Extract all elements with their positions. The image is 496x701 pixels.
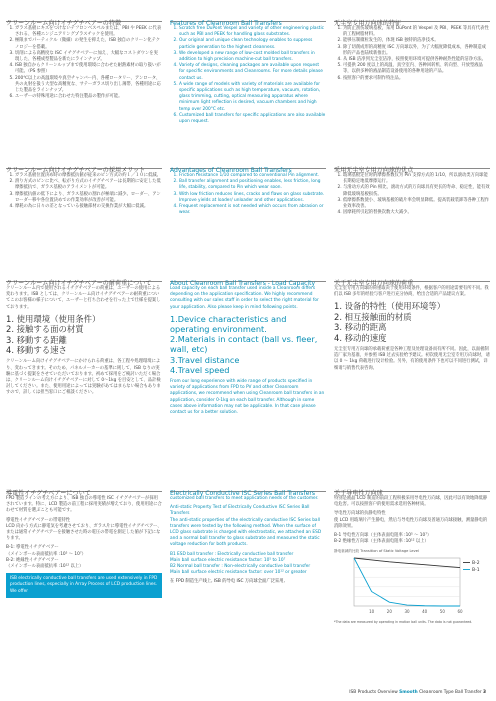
list-item: 6. 按照客户的要求可制作特注品。 <box>343 76 490 82</box>
paragraph: 特别是液晶 LCD 制造的前段工程积极采用导电性万向球，因此可以有效地降低静电危害。可以按照客户的使用需求选用各种材质。 <box>334 496 488 508</box>
list-item: B1 ESD ball transfer : Electrically conductive ball transfer <box>170 551 294 557</box>
section-header <box>6 10 162 27</box>
point-heading: 1. 设备的特性（使用环境等） <box>334 301 446 312</box>
list-item: （メインボール表面抵抗率 :10⁵ ～ 10⁷） <box>6 551 86 557</box>
section-title: 采用无尘室专用万向球的优点 <box>334 167 414 174</box>
section-title: 導電性イチグチベアーについて <box>6 490 91 497</box>
section-title: クリーンルーム向けイチグチベアーの耐荷重について <box>6 280 152 287</box>
list-item: 4. 因摩耗所引起的替换次数大大减少。 <box>343 210 490 216</box>
static-voltage-chart <box>334 549 490 624</box>
list-item: 1. ガラス基板にキズをつけないテフロンベスペルまたは、PBI や PEEK に代表される、各種エンジニアリングプラスチックを使用。 <box>15 26 162 38</box>
series-line-b-1 <box>354 558 460 606</box>
list-item: 3. With low friction reduces lines, cracks and flaws on glass substrate. Improve yields at loader/ unloader and other applications. <box>179 192 326 204</box>
list-item: Main ball surface electric resistance factor: 10⁵ to 10⁷ <box>170 557 286 563</box>
paragraph: From our long experience with wide range of products specified in variety of applications from FPD to PV and other Cleanroom applications, we recommend when using Cleanroom ball transfers in an application, consider 0-1kg on each ball transfer. Although in some cases above information may not be applicable. In that case please contact us for a better solution. <box>170 379 325 416</box>
conductive-section <box>6 480 162 694</box>
section-title: Features of Cleanroom Ball Transfers <box>170 20 282 27</box>
legend-label: B-1 <box>472 568 480 574</box>
paragraph: FPD 製造ラインの考え方により、ISB 独自の導電性 ISC イチグチベアーが採用されています。特に、LCD 製造の前工程に採用実績が増えており、使用用途に合わせて材質を選ぶことも可能です。 <box>6 496 162 514</box>
point-heading: 1.Device characteristics and operating environment. <box>170 313 287 335</box>
list-item: B-2 绝缘性万向球（主体表面电阻率 :10¹² 以上） <box>334 539 429 545</box>
paragraph: 无尘室专用万向球的荷重取决于使用环境条件，根据客户的用途需要有所不同。我们以 ISB 多年的经验与客户进行充分协商，给出合适的产品建议方案。 <box>334 286 489 298</box>
section-title: Advantages of Cleanroom Ball Transfers <box>170 167 292 174</box>
list-item: 4. Frequent replacement is not needed which occurs from abrasion or wear. <box>179 204 326 216</box>
footer-right: Cleanroom Type Ball Transfer <box>419 690 482 695</box>
list-item: 4. 从 ISB 洁净到无尘室洁净，按照使用环境可提供各种耐热性能的洁净方法。 <box>343 57 490 63</box>
point-heading: 4. 移动的速度 <box>334 332 387 343</box>
conductive-section <box>170 480 326 694</box>
section-title: 关于导电性万向球 <box>334 490 383 497</box>
section-header <box>6 270 162 287</box>
section-header <box>334 157 490 174</box>
list-item: 3. 摩擦抵抗値の低下により、ガラス基板の割れが極端に減少。ローダー、アンローダー移や各位置決めでの作業効率が改善が可能。 <box>15 192 162 204</box>
highlight-strip: ISB electrically conductive ball transfers are used extensively in FPD production lines, especially in Array Process of LCD production lines. We offer <box>6 573 162 598</box>
x-tick-label: 30 <box>404 609 410 615</box>
load-capacity-section <box>334 270 490 468</box>
conductive-section <box>334 480 490 694</box>
x-tick-label: 10 <box>369 609 375 615</box>
point-heading: 2.Materials in contact (ball vs. fleer, wall, etc) <box>170 334 318 355</box>
footer-left: ISB Products Overview <box>349 690 398 695</box>
x-tick-label: 60 <box>457 609 463 615</box>
advantages-list <box>170 173 326 216</box>
list-item: Main ball surface electric resistance factor: over 10¹² or greater <box>170 570 307 576</box>
section-title: Electrically Conductive ISC Series Ball Transfers <box>170 490 315 497</box>
list-item: 2. Our original and unique clean technology enables to suppress particle generation to the highest cleanness. <box>179 38 326 50</box>
subheading: Anti-static Property Test of Electrically Conductive ISC Series Ball Transfers <box>170 505 310 517</box>
list-item: 1. 玻璃基板定位时的摩擦系数仅为 Pin 支撑方式的 1/10，所以滚动类万向球能长期稳定地低摩擦运行。 <box>343 173 490 185</box>
point-heading: 1. 使用環境（使用条件） <box>6 313 101 324</box>
features-list <box>334 26 490 82</box>
page-footer <box>349 690 486 695</box>
paragraph: LCD 向かう方式に静電気を考慮させており、ガラス片に導電性イチグチベアー、または通常イチグチベアーを接触させた時の電圧の帯電を測定した値が下記になります。 <box>6 523 162 542</box>
column-english <box>170 10 326 694</box>
paragraph: 使 LCD 用玻璃片产生静电，然后与导电性万向球及普通万向球接触，测量静电的消除效果。 <box>334 517 488 529</box>
paragraph: 在 FPD 制造生产线上, ISB 的导电 ISC 万向球全面广泛采用, <box>170 579 285 585</box>
point-heading: 3.Travel distance <box>170 354 240 365</box>
advantages-section <box>170 157 326 264</box>
list-item: 2. 与滑动方式的 Pin 相比，滚动方式的万向球具有更长的寿命、稳定性，能有效降低玻璃基板损伤。 <box>343 185 490 197</box>
list-item: 4. ISB 独自からクリーンルップまで使用環境に合わせた耐熱素材の取り扱いが可能。（PS 参照） <box>15 63 162 75</box>
list-item: 1. Friction resistance 1/10 compared to conventional Pin alignment. <box>179 173 326 179</box>
list-item: 5. 可提供 200 度以上的高温、真空室内、各种回转机、转向型、开放型液晶等，以供多种的液晶制造设备使用的各种用途的产品。 <box>343 63 490 75</box>
list-item: 1. Scratch free DuPont Vespel and variety of other engineering plastic such as PBI and PEEK for handling glass substrates. <box>179 26 326 38</box>
list-item: 2. 極限までパーティクル（微細）の発生を抑えた、ISB 独自のクリーン化テクノロジーを搭載。 <box>15 38 162 50</box>
list-item: 3. 除了切削成形的高精度 ISC 万向球以外，为了大幅度降低成本，各种制造成形的产品也陆续新推出。 <box>343 45 490 57</box>
x-tick-label: 50 <box>439 609 445 615</box>
point-heading: 2. 接触する面の材質 <box>6 324 84 335</box>
list-item: （メインボール表面抵抗率 :10¹² 以上） <box>6 564 84 570</box>
list-item: 1. 为防止刮伤玻璃基板，采用 DuPont 的 Vespel 及 PBI、PEEK 等具有代表性的工程树脂材料。 <box>343 26 490 38</box>
section-header <box>334 270 490 287</box>
point-heading: 3. 移动的距离 <box>334 322 387 333</box>
section-header <box>334 480 490 497</box>
features-list <box>6 26 162 100</box>
advantages-section <box>334 157 490 264</box>
features-list <box>170 26 326 125</box>
series-line-b-2 <box>354 558 460 568</box>
list-item: 6. ユーザーの特殊用途に合わせた特注製品の製作が可能。 <box>15 94 162 100</box>
list-item: 4. Variety of designs, cleaning packages are available upon request for specific environments and Cleanrooms. For more details please contact us. <box>179 63 326 82</box>
column-japanese <box>6 10 162 694</box>
list-item: 4. 摩耗の為に日々の差となっている接触部材の交換作業が大幅に低減。 <box>15 204 162 210</box>
point-heading: 2. 相互接触面的材质 <box>334 311 412 322</box>
list-item: 3. We developed a new range of low-cost molded ball transfers in addition to high precision machine-cut ball transfers. <box>179 51 326 63</box>
section-header <box>170 480 326 497</box>
list-item: 5. A wide range of models with variety of materials are available for specific applications such as high temperature, vacuum, rotation, glass trimming, cutting, optical measuring apparatus where minimum light reflection is desired, vacuum chambers and high temp over 200°C etc. <box>179 82 326 113</box>
list-item: 2. 能够压制微粒发生的，体现 ISB 独特的洁净技术。 <box>343 38 490 44</box>
paragraph: 无尘室专用万向球的承载荷重是各种工程及处理设备而有所不同。因此，以面板制造厂家为基准，并参照 ISB 过去实验给予建议。初次使用无尘室专用万向球时，请以 0 ～ 1kg 荷载进行设计检验。另外，有的使用条件下也可以不同进行测试，详细请与销售代表咨询。 <box>334 347 490 371</box>
list-item: 5. 200℃以上の高温環境や真空チャンバー内、各種ロータリー、アンロータ、共の丸射を扱う大型な高精度な、サテーガラス切り出し薄帯、各種用途に応じた製品をラインナップ。 <box>15 76 162 95</box>
list-item: 6. Customized ball transfers for specific applications are also available upon request. <box>179 113 326 125</box>
chart-svg <box>334 554 490 616</box>
paragraph: クリーンルーム内で使用されるイチグチベアーの荷重は、ユーザーの使用による変わります。ISB としては、クリーンルーム向けイチグチベアーの耐荷重についてこのお客様の様子について、ユーザーと打ち合わせを行った上で仕様を提案しております。 <box>6 286 161 310</box>
list-item: 1. ガラス基板位置決め時の摩擦抵抗値が従来のピン方式の約１／１０に低減。 <box>15 173 162 179</box>
section-title: 无尘室专用万向球的特征 <box>334 20 402 27</box>
chart-title: 静电衰减的比较 Transition of Static Voltage Level <box>334 549 419 554</box>
advantages-list <box>334 173 490 216</box>
load-capacity-section <box>6 270 162 468</box>
section-header <box>6 480 162 497</box>
list-item: B-1: 導電性イチグチベアー <box>6 545 59 551</box>
x-tick-label: 40 <box>422 609 428 615</box>
point-heading: 4.Travel speed <box>170 364 230 375</box>
paragraph: The anti-static properties of the electrically conductive ISC Series ball transfers were tested by the following method. When the surface of LCD glass substrate is charged with electrostatic, we attached an ESD and a normal ball transfer to glass substrate and measured the static voltage reduction for both products. <box>170 517 322 548</box>
section-header <box>6 157 162 174</box>
features-section <box>6 10 162 143</box>
paragraph: Load capacity on each ball transfer used inside a Cleanroom differs depending on the application specification. We highly recommend consulting with our sales staff in order to select the right material for your application. Also please keep in mind following points. <box>170 286 319 310</box>
subheading: 导电性万向球的抗静电特性 <box>334 511 386 517</box>
list-item: B2 Normal ball transfer : Non-electrically conductive ball transfer <box>170 564 311 570</box>
load-capacity-section <box>170 270 326 468</box>
section-header <box>170 270 326 287</box>
features-section <box>170 10 326 143</box>
paragraph: クリーンルーム向けイチグチベアーにかけられる荷重は、各工程や処理環境により、変わってきます。そのため、パネルメーカーの基準に則して、ISB なりの実験に基づく提案をさせていただいております。初めて採用をご検討いただく場合は、クリーンルーム向けイチグチベアーに対して 0～1kg を目安として、品計検討してください。また、使用用途によっては実験があてはまらない場合もありますので、詳しくは担当窓口にご相談ください。 <box>6 359 161 396</box>
legend-label: B-2 <box>472 561 480 567</box>
list-item: 2. 滑り方式のピンに比べ、転がり方式のイチグチベアーは長期的に安定した低摩擦抵抗で、ガラス基板のアライメントが可能。 <box>15 179 162 191</box>
section-title: About Cleanroom Ball Transfers - Load Capacity <box>170 280 316 287</box>
column-chinese <box>334 10 490 694</box>
x-tick-label: 20 <box>386 609 392 615</box>
section-title: クリーンルーム向けイチグチベアーの特徴 <box>6 20 122 27</box>
point-heading: 4. 移動する速さ <box>6 345 67 356</box>
section-header <box>170 10 326 27</box>
paragraph: customized ball transfers to meet application needs of the customer. <box>170 496 319 501</box>
list-item: 3. 低摩擦系数使小、玻璃基板的破片率会明显降低。提高装载装卸等各种工程作业效率改善。 <box>343 198 490 210</box>
list-item: B-2: 絶縁性イチグチベアー <box>6 557 59 563</box>
section-title: 关于无尘室专用万向球的荷重 <box>334 280 414 287</box>
footer-brand: Smooth <box>399 690 418 695</box>
section-header <box>334 10 490 27</box>
subheading: 導電性イチグチベアーの帯電特性 <box>6 517 71 523</box>
plot-frame <box>354 558 460 606</box>
features-section <box>334 10 490 143</box>
section-header <box>170 157 326 174</box>
page-number: 3 <box>483 690 486 695</box>
merits-section <box>6 157 162 264</box>
merits-list <box>6 173 162 210</box>
list-item: 3. 切削による高精度な ISC イチグチベアーに加え、大幅なコストダウンを実現した、各種成型製品を新たにラインナップ。 <box>15 51 162 63</box>
chart-note: *The data are measured by operating in motion ball units. The data is not guaranteed. <box>334 620 473 625</box>
point-heading: 3. 移動する距離 <box>6 334 67 345</box>
list-item: 2. Ball transfer alignment and positioning enables, less friction, long life, stability, compared to Pin which wear soon. <box>179 179 326 191</box>
section-title: クリーンルーム向けイチグチベアーの採用メリット <box>6 167 146 174</box>
list-item: B-1 导电性万向球（主体表面电阻率 :10⁵ ～ 10⁷） <box>334 533 432 539</box>
